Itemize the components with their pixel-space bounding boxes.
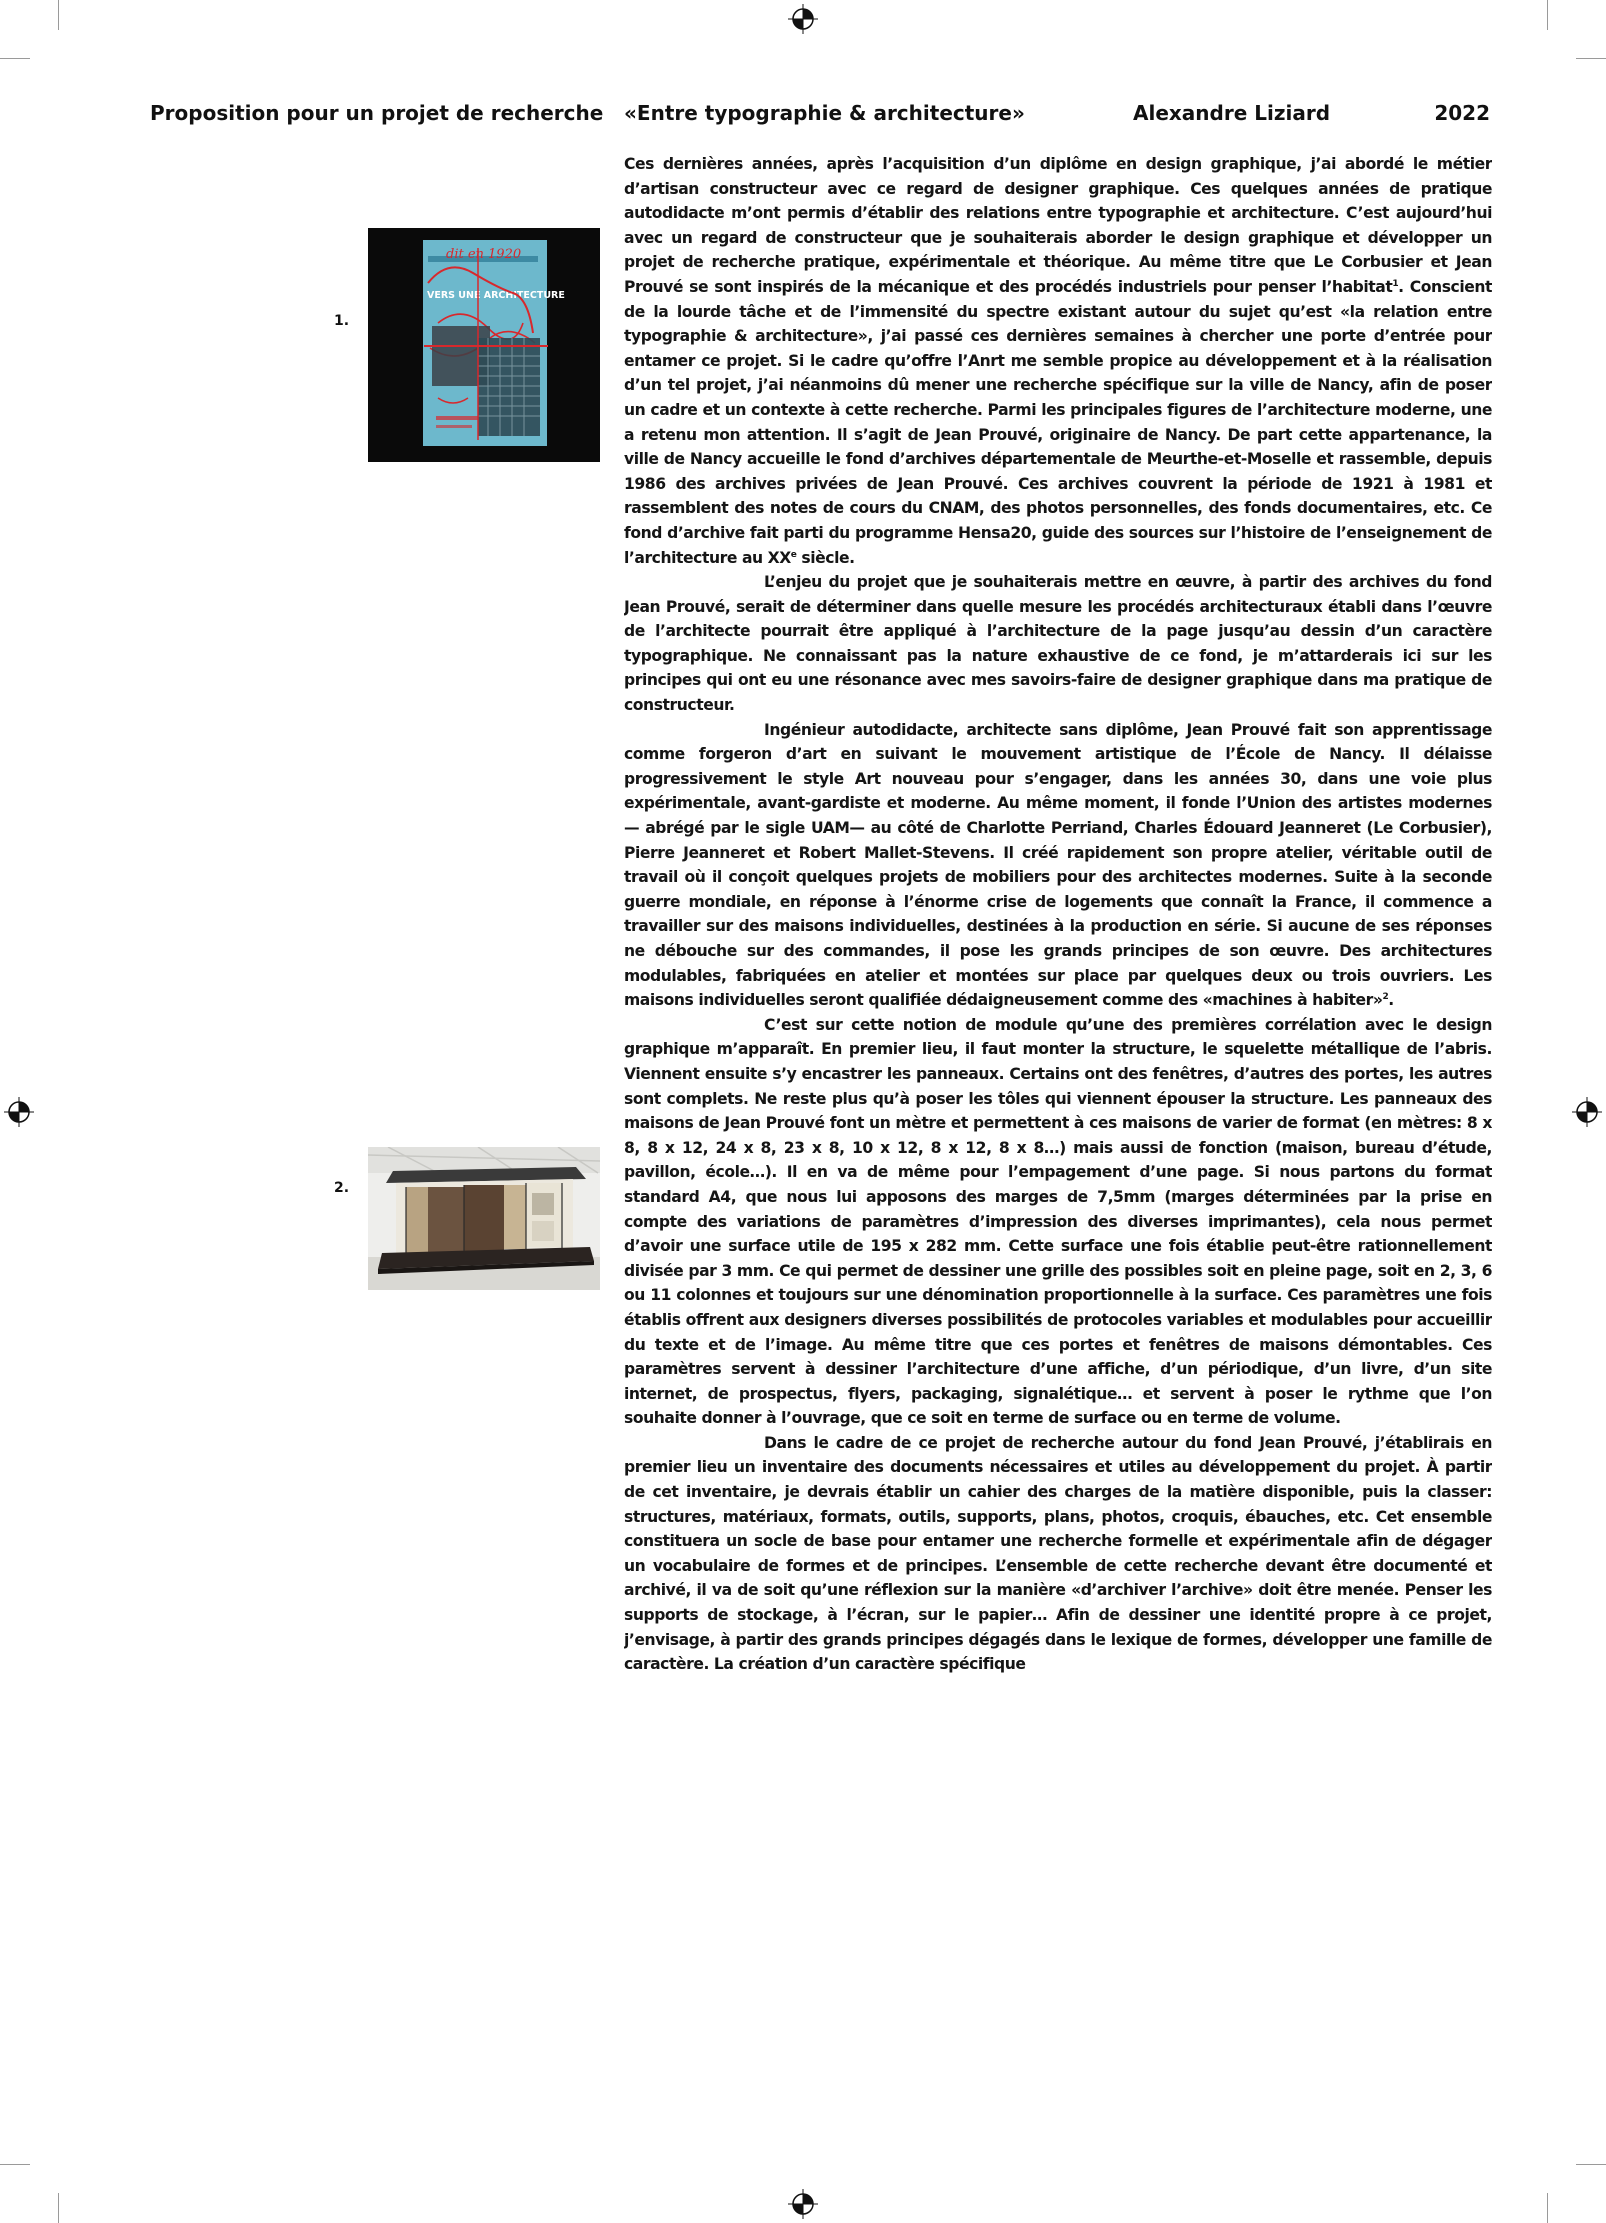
paragraph: C’est sur cette notion de module qu’une des premières corrélation avec le design graphique m’apparaît. En premier lieu, il faut monter la structure, le squelette métallique de l’abris. Viennent ensuite s’y encastrer les panneaux. Certains ont des fenêtres, d’autres des portes, les autres sont complets. Ne reste plus qu’à poser les tôles qui viennent épouser la structure. Les panneaux des maisons de Jean Prouvé font un mètre et permettent à ces maisons de varier de format (en mètres: 8 x 8, 8 x 12, 24 x 8, 23 x 8, 10 x 12, 8 x 12, 8 x 8…) mais aussi de fonction (maison, bureau d’étude, pavillon, école…). Il en va de même pour l’empagement d’une page. Si nous partons du format standard A4, que nous lui apposons des marges de 7,5mm (marges déterminées par la prise en compte des variations de paramètres d’impression des diverses imprimantes), cela nous permet d’avoir une surface utile de 195 x 282 mm. Cette surface une fois établie peut-être rationnellement divisée par 3 mm. Ce qui permet de dessiner une grille des possibles soit en pleine page, soit en 2, 3, 6 ou 11 colonnes et toujours sur une dénomination proportionnelle à la surface. Ces paramètres une fois établis offrent aux designers diverses possibilités de protocoles variables et modulables pour accueillir du texte et de l’image. Au même titre que ces portes et fenêtres de maisons démontables. Ces paramètres servent à dessiner l’architecture d’une affiche, d’un périodique, d’un livre, d’un site internet, de prospectus, flyers, packaging, signalétique… et servent à poser le rythme que l’on souhaite donner à l’ouvrage, que ce soit en terme de surface ou en terme de volume. [624, 1015, 1492, 1428]
registration-mark-icon [788, 4, 818, 34]
cover-year-scribble: dit en 1920 [446, 247, 522, 262]
document-type: Proposition pour un projet de recherche [150, 101, 604, 125]
figure-2-prefab-house [368, 1147, 600, 1290]
footnote-ref: 1 [1392, 278, 1399, 289]
figure-number: 2. [334, 1180, 350, 1196]
footnote-ref: 2 [1382, 992, 1389, 1002]
year: 2022 [1434, 101, 1490, 125]
paragraph: L’enjeu du projet que je souhaiterais mettre en œuvre, à partir des archives du fond Jean Prouvé, serait de déterminer dans quelle mesure les procédés architecturaux établi dans l’œuvre de l’architecte pourrait être appliqué à l’architecture de la page jusqu’au dessin d’un caractère typographique. Ne connaissant pas la nature exhaustive de ce fond, je m’attarderais ici sur les principes qui ont eu une résonance avec mes savoirs-faire de designer graphique dans ma pratique de constructeur. [624, 573, 1492, 715]
running-header [150, 101, 1490, 131]
cover-title-text: VERS UNE ARCHITECTURE [427, 290, 565, 301]
crop-mark [0, 2164, 30, 2165]
crop-mark [1547, 0, 1548, 30]
superscript: e [790, 549, 797, 560]
body-text [624, 152, 1492, 2032]
figure-1-book-cover [368, 228, 600, 462]
registration-mark-icon [788, 2189, 818, 2219]
crop-mark [1576, 58, 1606, 59]
paragraph: Dans le cadre de ce projet de recherche autour du fond Jean Prouvé, j’établirais en premier lieu un inventaire des documents nécessaires et utiles au développement du projet. À partir de cet inventaire, je devrais établir un cahier des charges de la matière disponible, puis la classer: structures, matériaux, formats, outils, supports, plans, photos, croquis, ébauches, etc. Cet ensemble constituera un socle de base pour entamer une recherche formelle et expérimentale afin de dégager un vocabulaire de formes et de principes. L’ensemble de cette recherche devant être documenté et archivé, il va de soit qu’une réflexion sur la manière «d’archiver l’archive» doit être menée. Penser les supports de stockage, à l’écran, sur le papier… Afin de dessiner une identité propre à ce projet, j’envisage, à partir des grands principes dégagés dans le lexique de formes, développer une famille de caractère. La création d’un caractère spécifique [624, 1433, 1492, 1674]
project-title: «Entre typographie & architecture» [624, 101, 1025, 125]
crop-mark [58, 0, 59, 30]
registration-mark-icon [1572, 1097, 1602, 1127]
paragraph: Ces dernières années, après l’acquisition d’un diplôme en design graphique, j’ai abordé le métier d’artisan constructeur avec ce regard de designer graphique. Ces quelques années de pratique autodidacte m’ont permis d’établir des relations entre typographie et architecture. C’est aujourd’hui avec un regard de constructeur que je souhaiterais aborder le design graphique et développer un projet de recherche pratique, expérimentale et théorique. Au même titre que Le Corbusier et Jean Prouvé se sont inspirés de la mécanique et des procédés industriels pour penser l’habitat$^1$. Conscient de la lourde tâche et de l’immensité du spectre existant autour du sujet qu’est «la relation entre typographie & architecture», j’ai passé ces dernières semaines à chercher une porte d’entrée pour entamer ce projet. Si le cadre qu’offre l’Anrt me semble propice au développement et à la réalisation d’un tel projet, j’ai néanmoins dû mener une recherche spécifique sur la ville de Nancy, afin de poser un cadre et un contexte à cette recherche. Parmi les principales figures de l’architecture moderne, une a retenu mon attention. Il s’agit de Jean Prouvé, originaire de Nancy. De part cette appartenance, la ville de Nancy accueille le fond d’archives départementale de Meurthe-et-Moselle et rassemble, depuis 1986 des archives privées de Jean Prouvé. Ces archives couvrent la période de 1921 à 1981 et rassemblent des notes de cours du CNAM, des photos personnelles, des fonds documentaires, etc. Ce fond d’archive fait parti du programme Hensa20, guide des sources sur l’histoire de l’enseignement de l’architecture au XXe siècle. [624, 155, 1492, 567]
figure-number: 1. [334, 313, 350, 329]
crop-mark [58, 2193, 59, 2223]
crop-mark [1547, 2193, 1548, 2223]
paragraph: Ingénieur autodidacte, architecte sans diplôme, Jean Prouvé fait son apprentissage comme forgeron d’art en suivant le mouvement artistique de l’École de Nancy. Il délaisse progressivement le style Art nouveau pour s’engager, dans les années 30, dans une voie plus expérimentale, avant-gardiste et moderne. Au même moment, il fonde l’Union des artistes modernes — abrégé par le sigle UAM— au côté de Charlotte Perriand, Charles Édouard Jeanneret (Le Corbusier), Pierre Jeanneret et Robert Mallet-Stevens. Il créé rapidement son propre atelier, véritable outil de travail où il conçoit quelques projets de mobiliers pour des architectes modernes. Suite à la seconde guerre mondiale, en réponse à l’énorme crise de logements que connaît la France, il commence a travailler sur des maisons individuelles, destinées à la production en série. Si aucune de ses réponses ne débouche sur des commandes, il pose les grands principes de son œuvre. Des architectures modulables, fabriquées en atelier et montées sur place par quelques deux ou trois ouvriers. Les maisons individuelles seront qualifiée dédaigneusement comme des «machines à habiter»$^2$. [624, 720, 1492, 1010]
crop-mark [1576, 2164, 1606, 2165]
registration-mark-icon [4, 1097, 34, 1127]
crop-mark [0, 58, 30, 59]
author-name: Alexandre Liziard [1133, 101, 1331, 125]
